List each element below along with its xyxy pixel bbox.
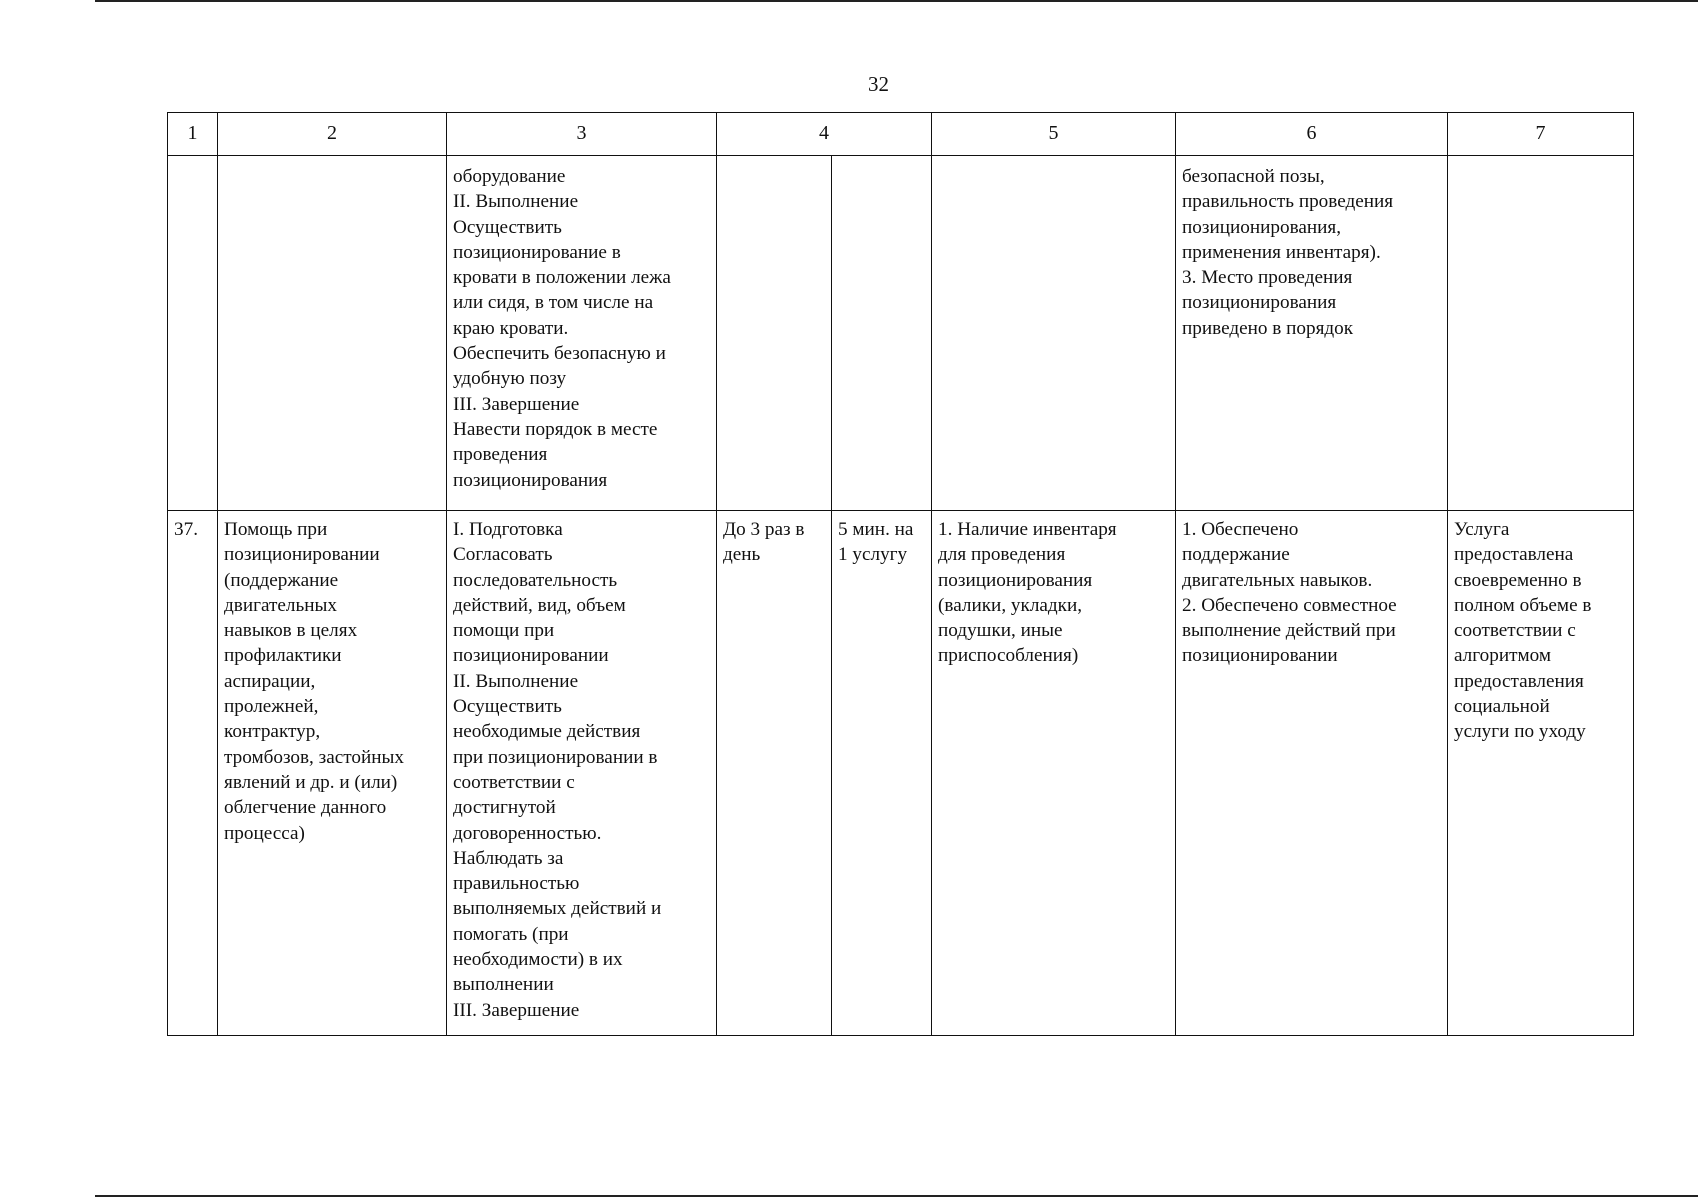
duration-cell: 5 мин. на 1 услугу [832,511,932,1036]
header-cell-col-6: 6 [1176,113,1448,156]
table-row-37 [168,511,1634,1036]
table-row-continued [168,156,1634,511]
scan-border-top [95,0,1698,2]
conditions-cell [932,156,1176,511]
service-name-cell: Помощь при позиционировании (поддержание двигательных навыков в целях профилактики аспирации, пролежней, контрактур, тромбозов, застойных явлений и др. и (или) облегчение данного процесса) [218,511,447,1036]
results-cell: безопасной позы, правильность проведения позиционирования, применения инвентаря). 3. Место проведения позиционирования приведено в порядок [1176,156,1448,511]
header-cell-col-3: 3 [447,113,717,156]
row-number-cell: 37. [168,511,218,1036]
procedure-cell: оборудование II. Выполнение Осуществить позиционирование в кровати в положении лежа или сидя, в том числе на краю кровати. Обеспечить безопасную и удобную позу III. Завершение Навести порядок в месте проведения позиционирования [447,156,717,511]
header-cell-col-4: 4 [717,113,932,156]
frequency-cell [717,156,832,511]
frequency-cell: До 3 раз в день [717,511,832,1036]
table-header-row [168,113,1634,156]
header-cell-col-2: 2 [218,113,447,156]
results-cell: 1. Обеспечено поддержание двигательных навыков. 2. Обеспечено совместное выполнение действий при позиционировании [1176,511,1448,1036]
service-name-cell [218,156,447,511]
assessment-cell [1448,156,1634,511]
header-cell-col-7: 7 [1448,113,1634,156]
services-table [167,112,1634,1036]
conditions-cell: 1. Наличие инвентаря для проведения позиционирования (валики, укладки, подушки, иные приспособления) [932,511,1176,1036]
page-number: 32 [868,72,889,96]
header-cell-col-5: 5 [932,113,1176,156]
scan-border-bottom [95,1195,1698,1197]
row-number-cell [168,156,218,511]
procedure-cell: I. Подготовка Согласовать последовательность действий, вид, объем помощи при позиционировании II. Выполнение Осуществить необходимые действия при позиционировании в соответствии с достигнутой договоренностью. Наблюдать за правильностью выполняемых действий и помогать (при необходимости) в их выполнении III. Завершение [447,511,717,1036]
duration-cell [832,156,932,511]
assessment-cell: Услуга предоставлена своевременно в полном объеме в соответствии с алгоритмом предоставления социальной услуги по уходу [1448,511,1634,1036]
header-cell-col-1: 1 [168,113,218,156]
